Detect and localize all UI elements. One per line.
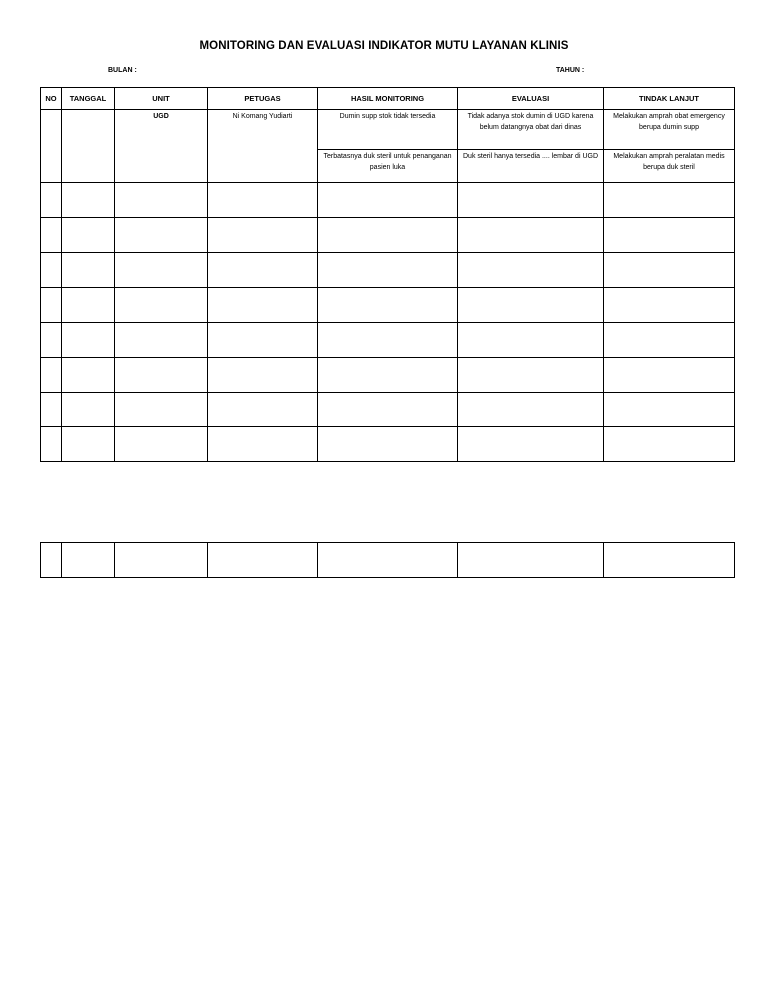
table-row: [41, 543, 735, 578]
table-row: [41, 218, 735, 253]
col-header-tanggal: TANGGAL: [62, 88, 115, 110]
hasil-monitoring-2: Terbatasnya duk steril untuk penanganan pasien luka: [323, 153, 452, 171]
col-header-no: NO: [41, 88, 62, 110]
unit-value: UGD: [153, 113, 169, 120]
hasil-monitoring-cell: [318, 110, 458, 183]
evaluasi-1: Tidak adanya stok dumin di UGD karena belum datangnya obat dari dinas: [467, 113, 594, 131]
continuation-table: [40, 542, 735, 578]
evaluasi-cell: [458, 110, 604, 183]
col-header-unit: UNIT: [115, 88, 208, 110]
header-row: [41, 88, 735, 110]
document-title: MONITORING DAN EVALUASI INDIKATOR MUTU LAYANAN KLINIS: [199, 40, 569, 52]
petugas-cell: [208, 110, 318, 183]
table-row: [41, 358, 735, 393]
col-header-evaluasi: EVALUASI: [458, 88, 604, 110]
table-row: [41, 393, 735, 427]
col-header-tindak-lanjut: TINDAK LANJUT: [604, 88, 735, 110]
table-row: [41, 427, 735, 462]
col-header-hasil-monitoring: HASIL MONITORING: [318, 88, 458, 110]
no-cell: [41, 110, 62, 183]
table-row: [41, 253, 735, 288]
evaluasi-2: Duk steril hanya tersedia .... lembar di UGD: [463, 153, 598, 160]
tindak-lanjut-cell: [604, 110, 735, 183]
petugas-value: Ni Komang Yudiarti: [232, 113, 293, 120]
table-row: [41, 288, 735, 323]
bulan-label: BULAN :: [108, 67, 137, 74]
tindak-lanjut-2: Melakukan amprah peralatan medis berupa duk steril: [613, 153, 725, 171]
monitoring-table: [40, 87, 735, 462]
table-row: [41, 183, 735, 218]
unit-cell: [115, 110, 208, 183]
tahun-label: TAHUN :: [556, 67, 585, 74]
table-row: [41, 110, 735, 183]
hasil-monitoring-1: Dumin supp stok tidak tersedia: [339, 113, 436, 120]
col-header-petugas: PETUGAS: [208, 88, 318, 110]
table-row: [41, 323, 735, 358]
tindak-lanjut-1: Melakukan amprah obat emergency berupa dumin supp: [613, 113, 725, 131]
tanggal-cell: [62, 110, 115, 183]
